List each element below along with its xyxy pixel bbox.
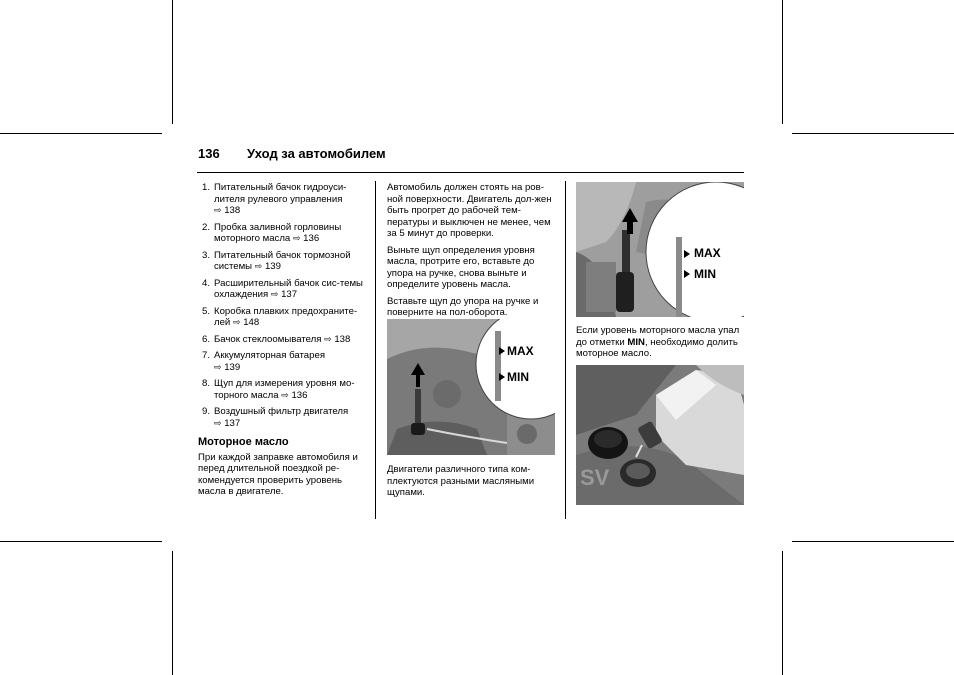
max-label: MAX (507, 344, 534, 358)
crop-mark (172, 0, 173, 124)
svg-text:SV: SV (580, 465, 610, 490)
page-ref-arrow-icon: ⇨ (324, 333, 332, 344)
dipstick-illustration (387, 319, 555, 455)
paragraph: Вставьте щуп до упора на ручке и поверните на пол-оборота. (387, 295, 539, 318)
page-ref-link[interactable]: 139 (264, 261, 281, 272)
min-mark-label: MIN (627, 336, 645, 348)
engine-oil-intro: При каждой заправке автомобиля и перед длительной поездкой ре-комендуется проверить уровень масла в двигателе. (198, 451, 358, 497)
page-ref-link[interactable]: 137 (281, 289, 298, 300)
section-heading-engine-oil: Моторное масло (198, 436, 289, 448)
page-ref-arrow-icon: ⇨ (270, 289, 279, 299)
page-ref-arrow-icon: ⇨ (214, 361, 222, 372)
page-ref-arrow-icon: ⇨ (281, 389, 289, 400)
column-divider (375, 181, 376, 519)
list-item: 3. Питательный бачок тормозной системы ⇨ 139 (202, 249, 351, 272)
list-item: 7. Аккумуляторная батарея ⇨ 139 (202, 350, 326, 373)
list-item: 4. Расширительный бачок сис-темы охлаждения ⇨ 137 (202, 277, 363, 300)
oil-refill-photo (576, 365, 744, 505)
crop-mark (782, 0, 783, 124)
photo-caption: Если уровень моторного масла упал до отметки MIN, необходимо долить моторное масло. (576, 325, 740, 359)
page-ref-link[interactable]: 137 (224, 417, 241, 429)
section-title: Уход за автомобилем (247, 146, 386, 161)
oil-refill-illustration (576, 365, 744, 505)
column-1 (198, 182, 370, 498)
photo-caption: Двигатели различного типа ком-плектуются разными масляными щупами. (387, 464, 535, 498)
list-item: 6. Бачок стеклоомывателя ⇨ 138 (202, 333, 351, 345)
crop-mark (782, 551, 783, 675)
paragraph: Автомобиль должен стоять на ров-ной поверхности. Двигатель дол-жен быть прогрет до рабочей тем-пературы и выключен не менее, чем за 5 минут до проверки. (387, 182, 552, 239)
crop-mark (0, 541, 162, 542)
page-ref-link[interactable]: 139 (224, 361, 241, 373)
column-divider (565, 181, 566, 519)
dipstick-photo (387, 319, 555, 455)
crop-mark (792, 541, 954, 542)
max-label: MAX (694, 246, 721, 260)
list-item: 5. Коробка плавких предохраните-лей ⇨ 148 (202, 305, 358, 328)
page-ref-arrow-icon: ⇨ (214, 417, 222, 428)
min-label: MIN (507, 370, 529, 384)
crop-mark (172, 551, 173, 675)
engine-component-list (198, 182, 370, 429)
list-item: 2. Пробка заливной горловины моторного масла ⇨ 136 (202, 221, 342, 244)
page-ref-arrow-icon: ⇨ (232, 317, 241, 327)
page-ref-link[interactable]: 138 (334, 333, 351, 345)
list-item: 8. Щуп для измерения уровня мо-торного масла ⇨ 136 (202, 378, 355, 401)
page-ref-arrow-icon: ⇨ (214, 205, 222, 215)
list-item: 9. Воздушный фильтр двигателя ⇨ 137 (202, 406, 349, 429)
page-ref-arrow-icon: ⇨ (292, 233, 301, 243)
page-ref-arrow-icon: ⇨ (254, 261, 263, 271)
dipstick-closeup-photo (576, 182, 744, 317)
header-rule (197, 172, 744, 173)
page-ref-link[interactable]: 136 (303, 233, 320, 244)
min-label: MIN (694, 267, 716, 281)
crop-mark (0, 133, 162, 134)
page-ref-link[interactable]: 136 (291, 389, 308, 401)
list-item: 1. Питательный бачок гидроуси-лителя рулевого управления ⇨ 138 (202, 182, 347, 216)
paragraph: Выньте щуп определения уровня масла, протрите его, вставьте до упора на ручке, снова выньте и определите уровень масла. (387, 244, 535, 290)
crop-mark (792, 133, 954, 134)
page-ref-link[interactable]: 138 (224, 205, 241, 216)
page-number: 136 (198, 146, 220, 161)
page-ref-link[interactable]: 148 (243, 317, 260, 328)
column-2 (387, 182, 555, 324)
